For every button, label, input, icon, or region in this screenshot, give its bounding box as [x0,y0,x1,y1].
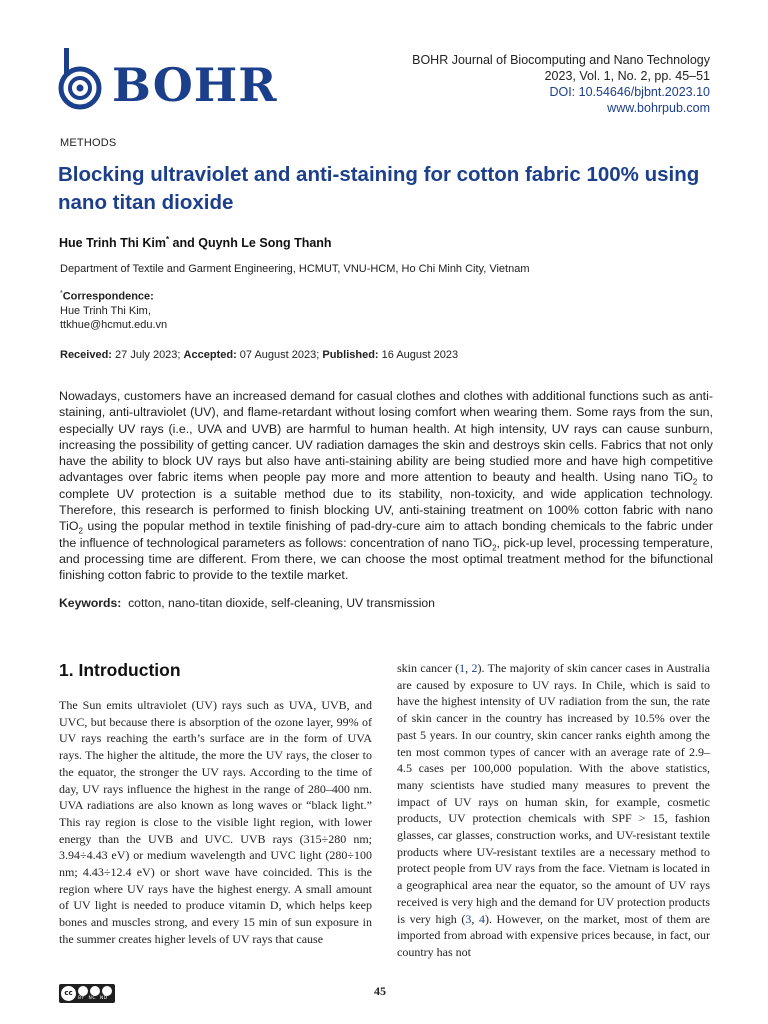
citation-link[interactable]: 2 [471,661,478,675]
body-text: ). The majority of skin cancer cases in Australia are caused by exposure to UV rays. In Chile, which is said to have the highest intensity of UV radiation from the sun, the rate of skin cancer in the country has increased by 10.5% over the past 5 years. In our country, skin cancer ranks eighth among the ten most common types of cancer with an average rate of 2.9–4.5 cases per 100,000 population. With the above statistics, many scientists have studied many measures to prevent the impact of UV rays on human skin, for example, cosmetic products, UV protection chemicals with SPF > 15, fashion glasses, car glasses, construction works, and UV-resistant textile products where UV-resistant textiles are a necessary method to protect people from UV rays from the face. Vietnam is located in a geographical area near the equator, so the amount of UV rays received is very high and the demand for UV protection products is very high ( [397,661,711,926]
section-heading: 1. Introduction [59,660,181,680]
correspondence-label: Correspondence: [62,290,154,303]
journal-info [412,52,710,116]
bohr-logo-icon [58,44,110,114]
subscript: 2 [692,477,698,487]
logo-text: BOHR [112,58,278,112]
citation-link[interactable]: 3 [465,911,472,926]
cc-icon: cc [61,986,76,1001]
received-label: Received: [60,349,112,361]
journal-name: BOHR Journal of Biocomputing and Nano Technology [412,53,710,67]
abstract-text: using the popular method in textile finishing of pad-dry-cure aim to attach bonding chemicals to the fabric under the influence of technological parameters as follows: concentration of nano TiO [59,519,713,550]
journal-logo [58,44,282,114]
correspondence-block [60,287,167,332]
author-list [59,235,332,250]
page-number: 45 [374,984,386,998]
doi-link[interactable]: DOI: 10.54646/bjbnt.2023.10 [549,85,710,99]
citation-link[interactable]: 4 [478,911,485,926]
received-date: 27 July 2023; [111,349,184,361]
published-label: Published: [322,349,379,361]
body-text: , [471,911,479,926]
publication-dates [60,349,458,361]
body-column-right [397,660,710,961]
abstract [59,388,713,584]
body-text: ). However, on the market, most of them are imported from abroad with expensive prices because, in fact, our country has not [397,911,711,959]
correspondence-mark: * [60,290,63,297]
correspondence-name: Hue Trinh Thi Kim, [60,304,151,317]
journal-issue: 2023, Vol. 1, No. 2, pp. 45–51 [544,69,710,83]
website-link[interactable]: www.bohrpub.com [607,101,710,115]
correspondence-email[interactable]: ttkhue@hcmut.edu.vn [60,318,168,331]
accepted-date: 07 August 2023; [236,349,323,361]
license-labels: BY NC ND [78,996,108,1001]
body-column-left: The Sun emits ultraviolet (UV) rays such as UVA, UVB, and UVC, but because there is absorption of the ozone layer, 99% of UV rays reaching the earth’s surface are in the form of UVA rays. The higher the altitude, the more the UV rays, the closer to the equator, the stronger the UV rays. According to the time of day, UV rays influence the highest in the range of 280–400 nm. UVA radiations are also known as long waves or “black light.” This ray region is close to the visible light region, with lower energy than the UVB and UVC. UVB rays (315÷280 nm; 3.94÷4.43 eV) or medium wavelength and UVC light (280÷100 nm; 4.43÷12.4 eV) or short wave have coincided. This is the region where UV rays have the highest energy. A small amount of UV light is needed to produce vitamin D, which helps keep bones and muscles strong, and every 15 min of sun exposure in the summer creates higher levels of UV rays that cause [59,698,372,946]
article-type-label: METHODS [60,137,117,149]
by-icon [78,986,88,996]
published-date: 16 August 2023 [378,349,459,361]
keywords-label: Keywords: [59,596,122,610]
author-name: and Quynh Le Song Thanh [169,236,332,251]
accepted-label: Accepted: [183,349,237,361]
affiliation: Department of Textile and Garment Engineering, HCMUT, VNU-HCM, Ho Chi Minh City, Vietnam [60,263,530,275]
abstract-text: , pick-up level, processing temperature, and processing time are different. From there, we can choose the most optimal treatment method for the bifunctional finishing cotton fabric to provide to the textile market. [59,535,714,583]
author-name: Hue Trinh Thi Kim [59,236,166,251]
abstract-text: Nowadays, customers have an increased demand for casual clothes and clothes with additional functions such as anti-staining, anti-ultraviolet (UV), and flame-retardant without losing comfort when wearing them. Some rays from the sun, especially UV rays (i.e., UVA and UVB) are harmful to human health. At high intensity, UV rays can cause sunburn, increasing the possibility of getting cancer. UV radiation damages the skin and destroys skin cells. Fabrics that not only have the ability to block UV rays but also have anti-staining ability are being studied more and have high competitive advantages over fabric items when people pay more and more attention to beauty and health. Using nano TiO [59,389,713,485]
subscript: 2 [78,526,83,536]
abstract-text: to complete UV protection is a suitable method due to its stability, non-toxicity, and wide application technology. Therefore, this research is performed to finish blocking UV, anti-staining treatment on 100% cotton fabric with nano TiO [59,470,713,534]
license-icons [78,986,112,996]
keywords [59,596,435,610]
subscript: 2 [492,543,497,553]
nc-icon [90,986,100,996]
body-text: skin cancer ( [397,661,460,675]
nd-icon [102,986,112,996]
body-text: , [465,661,472,675]
citation-link[interactable]: 1 [459,661,466,675]
creative-commons-badge[interactable] [59,984,115,1003]
keywords-text: cotton, nano-titan dioxide, self-cleaning, UV transmission [121,596,435,610]
article-title: Blocking ultraviolet and anti-staining for cotton fabric 100% using nano titan dioxide [58,163,700,214]
correspondence-mark: * [165,235,170,244]
